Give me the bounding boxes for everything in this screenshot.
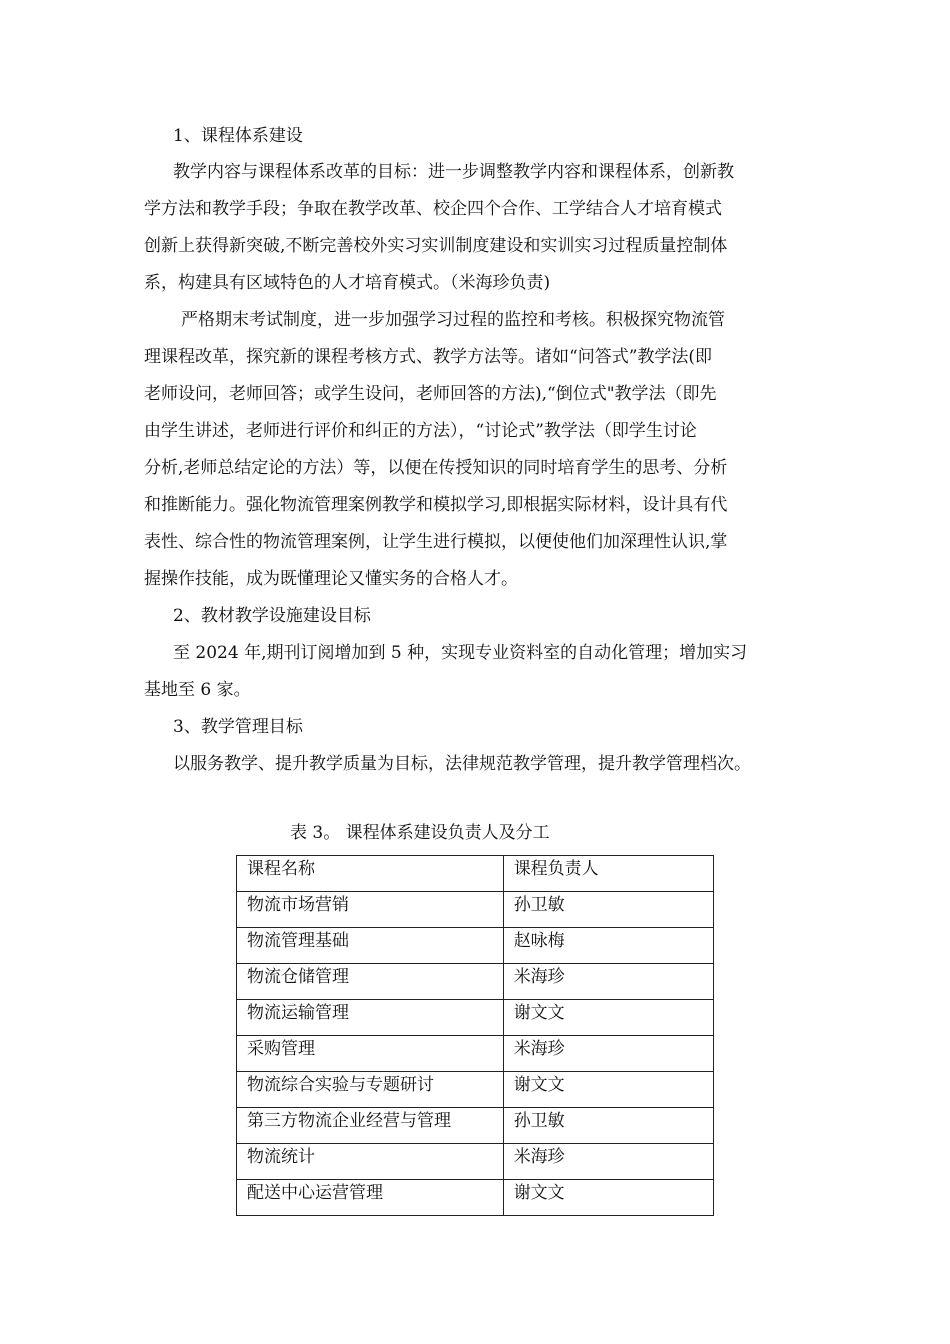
table-row (237, 964, 714, 1000)
table-header-row (237, 856, 714, 892)
cell-course: 采购管理 (237, 1036, 504, 1072)
course-responsibility-table (236, 855, 714, 1216)
paragraph-line: 分析,老师总结定论的方法）等，以便在传授知识的同时培育学生的思考、分析 (144, 458, 728, 478)
paragraph-line: 以服务教学、提升教学质量为目标，法律规范教学管理，提升教学管理档次。 (173, 754, 751, 774)
cell-lead: 谢文文 (503, 1000, 713, 1036)
table-row (237, 1072, 714, 1108)
section-heading-materials: 2、教材教学设施建设目标 (173, 606, 371, 626)
paragraph-line: 至 2024 年,期刊订阅增加到 5 种，实现专业资料室的自动化管理；增加实习 (173, 643, 748, 663)
cell-lead: 谢文文 (503, 1072, 713, 1108)
paragraph-line: 系，构建具有区域特色的人才培育模式。（米海珍负责) (144, 273, 551, 293)
paragraph-line: 教学内容与课程体系改革的目标：进一步调整教学内容和课程体系，创新教 (173, 162, 734, 182)
cell-course: 物流统计 (237, 1144, 504, 1180)
section-heading-curriculum: 1、课程体系建设 (173, 126, 303, 146)
cell-course: 物流仓储管理 (237, 964, 504, 1000)
paragraph-line: 和推断能力。强化物流管理案例教学和模拟学习,即根据实际材料，设计具有代 (144, 495, 728, 515)
cell-course: 物流市场营销 (237, 892, 504, 928)
cell-lead: 米海珍 (503, 964, 713, 1000)
paragraph-line: 表性、综合性的物流管理案例，让学生进行模拟，以便使他们加深理性认识,掌 (144, 532, 728, 552)
table-row (237, 1180, 714, 1216)
paragraph-line: 握操作技能，成为既懂理论又懂实务的合格人才。 (144, 569, 518, 589)
table-row (237, 892, 714, 928)
paragraph-line: 由学生讲述，老师进行评价和纠正的方法），“讨论式”教学法（即学生讨论 (144, 421, 697, 441)
cell-course: 物流运输管理 (237, 1000, 504, 1036)
cell-lead: 米海珍 (503, 1144, 713, 1180)
cell-course: 物流管理基础 (237, 928, 504, 964)
paragraph-line: 学方法和教学手段；争取在教学改革、校企四个合作、工学结合人才培育模式 (144, 199, 722, 219)
cell-lead: 谢文文 (503, 1180, 713, 1216)
table-row (237, 1108, 714, 1144)
cell-course: 配送中心运营管理 (237, 1180, 504, 1216)
paragraph-line: 理课程改革，探究新的课程考核方式、教学方法等。诸如“问答式”教学法(即 (144, 347, 713, 367)
table-row (237, 928, 714, 964)
table-row (237, 1036, 714, 1072)
header-course-name: 课程名称 (237, 856, 504, 892)
section-heading-management: 3、教学管理目标 (173, 717, 303, 737)
cell-lead: 米海珍 (503, 1036, 713, 1072)
cell-course: 物流综合实验与专题研讨 (237, 1072, 504, 1108)
header-course-lead: 课程负责人 (503, 856, 713, 892)
paragraph-line: 老师设问，老师回答；或学生设问，老师回答的方法),“倒位式"教学法（即先 (144, 384, 717, 404)
cell-lead: 赵咏梅 (503, 928, 713, 964)
cell-lead: 孙卫敏 (503, 1108, 713, 1144)
cell-lead: 孙卫敏 (503, 892, 713, 928)
table-caption: 表 3。 课程体系建设负责人及分工 (290, 823, 550, 843)
table-row (237, 1144, 714, 1180)
table-row (237, 1000, 714, 1036)
paragraph-line: 严格期末考试制度，进一步加强学习过程的监控和考核。积极探究物流管 (181, 310, 725, 330)
cell-course: 第三方物流企业经营与管理 (237, 1108, 504, 1144)
paragraph-line: 基地至 6 家。 (144, 680, 251, 700)
paragraph-line: 创新上获得新突破,不断完善校外实习实训制度建设和实训实习过程质量控制体 (144, 236, 728, 256)
